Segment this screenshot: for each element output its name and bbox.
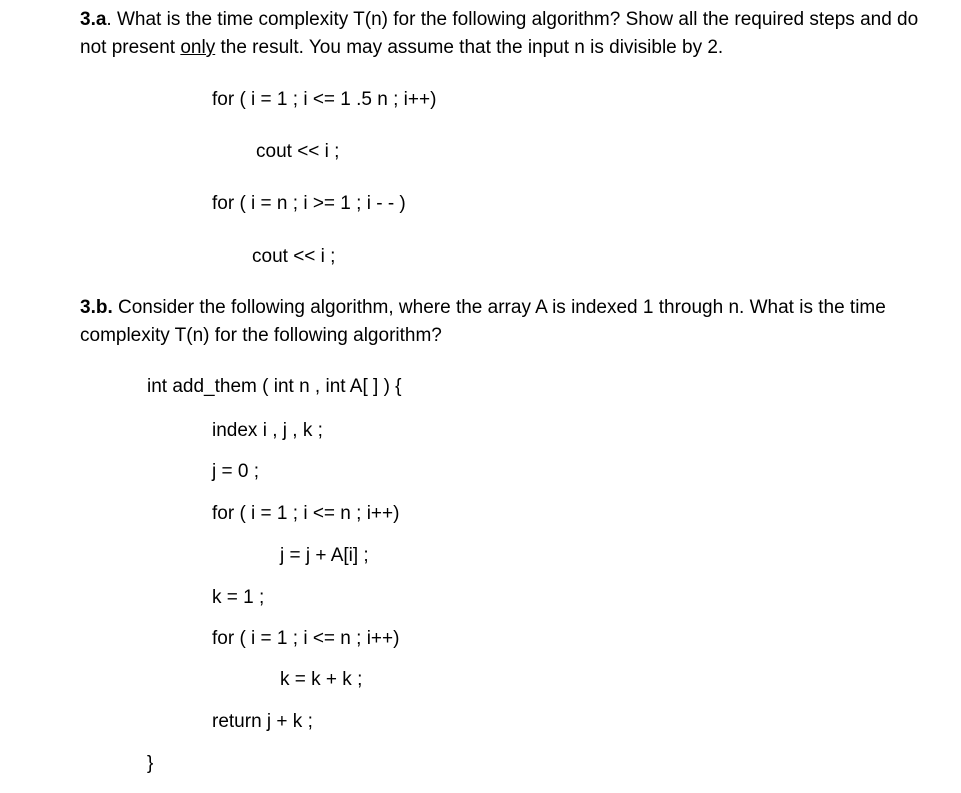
code-3b-line-1: int add_them ( int n , int A[ ] ) { xyxy=(147,376,402,397)
question-3a-emphasis: only xyxy=(180,37,216,58)
code-3b-line-5: j = j + A[i] ; xyxy=(280,545,369,566)
question-3a-label: 3.a xyxy=(80,9,107,30)
code-3a-line-4: cout << i ; xyxy=(252,246,336,267)
question-3b-text: Consider the following algorithm, where the array A is indexed 1 through n. What is the time complexity T(n) for the following algorithm? xyxy=(80,297,886,346)
code-3a-line-1: for ( i = 1 ; i <= 1 .5 n ; i++) xyxy=(212,89,437,110)
code-3a-line-2: cout << i ; xyxy=(256,141,340,162)
code-3b-line-2: index i , j , k ; xyxy=(212,420,323,441)
code-3b-line-8: k = k + k ; xyxy=(280,669,363,690)
code-3b-line-4: for ( i = 1 ; i <= n ; i++) xyxy=(212,503,400,524)
question-3b-label: 3.b. xyxy=(80,297,113,318)
question-3b-prompt xyxy=(80,294,940,350)
code-3b-line-7: for ( i = 1 ; i <= n ; i++) xyxy=(212,628,400,649)
code-3a-line-3: for ( i = n ; i >= 1 ; i - - ) xyxy=(212,193,406,214)
code-3b-line-3: j = 0 ; xyxy=(212,461,259,482)
question-3a-text-part-1: . What is the time complexity T(n) for the following algorithm? Show all the required steps and do not present xyxy=(80,9,919,58)
question-3a-prompt xyxy=(80,6,940,62)
code-3b-line-6: k = 1 ; xyxy=(212,587,265,608)
code-3b-line-9: return j + k ; xyxy=(212,711,313,732)
question-3a-text-part-2: the result. You may assume that the input n is divisible by 2. xyxy=(215,37,724,58)
code-3b-line-10: } xyxy=(147,753,154,774)
